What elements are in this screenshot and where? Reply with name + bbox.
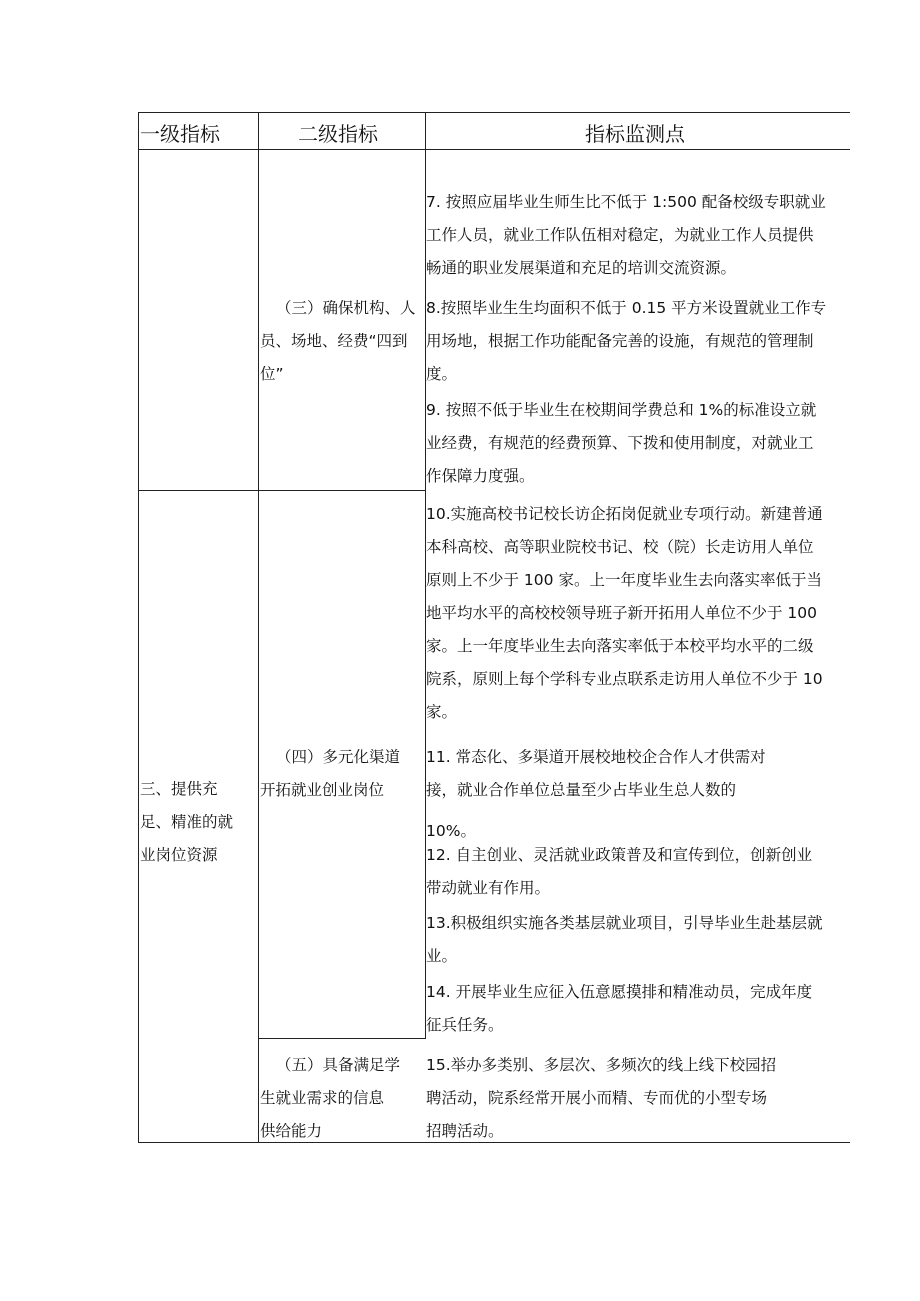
- level2-cell-diverse-channels: [260, 741, 424, 807]
- cell-line: 业经费，有规范的经费预算、下拨和使用制度，对就业工: [426, 434, 814, 452]
- cell-line: 家。: [426, 703, 458, 721]
- cell-line: 足、精准的就: [140, 813, 234, 831]
- monitoring-point-14: [426, 976, 812, 1042]
- column-divider-1: [258, 112, 259, 1143]
- row-divider-level1: [138, 490, 426, 491]
- monitoring-point-10: [426, 498, 823, 729]
- cell-line: 三、提供充: [140, 780, 218, 798]
- cell-line: 院系，原则上每个学科专业点联系走访用人单位不少于 10: [426, 670, 823, 688]
- cell-line: 9. 按照不低于毕业生在校期间学费总和 1%的标准设立就: [426, 401, 817, 419]
- monitoring-point-15: [426, 1049, 776, 1148]
- cell-line: 14. 开展毕业生应征入伍意愿摸排和精准动员，完成年度: [426, 983, 813, 1001]
- table-top-border: [138, 112, 850, 113]
- header-level1: 一级指标: [140, 122, 220, 146]
- cell-line: 10%。: [426, 822, 476, 840]
- cell-line: （三）确保机构、人: [276, 299, 416, 317]
- cell-line: （五）具备满足学: [276, 1056, 401, 1074]
- cell-line: 业岗位资源: [140, 846, 218, 864]
- cell-line: 度。: [426, 365, 458, 383]
- cell-line: 用场地，根据工作功能配备完善的设施，有规范的管理制: [426, 332, 814, 350]
- cell-line: 接，就业合作单位总量至少占毕业生总人数的: [426, 781, 737, 799]
- cell-line: 13.积极组织实施各类基层就业项目，引导毕业生赴基层就: [426, 914, 823, 932]
- level2-cell-information-supply: [260, 1049, 424, 1148]
- cell-line: 作保障力度强。: [426, 467, 535, 485]
- cell-line: 生就业需求的信息: [260, 1089, 385, 1107]
- cell-line: 7. 按照应届毕业生师生比不低于 1:500 配备校级专职就业: [426, 193, 826, 211]
- monitoring-point-12: [426, 839, 812, 905]
- cell-line: 征兵任务。: [426, 1016, 504, 1034]
- header-level2: 二级指标: [298, 122, 378, 146]
- cell-line: 招聘活动。: [426, 1122, 504, 1140]
- header-monitoring-points: 指标监测点: [585, 122, 685, 146]
- cell-line: 原则上不少于 100 家。上一年度毕业生去向落实率低于当: [426, 571, 822, 589]
- cell-line: 供给能力: [260, 1122, 323, 1140]
- cell-line: 家。上一年度毕业生去向落实率低于本校平均水平的二级: [426, 637, 814, 655]
- monitoring-point-7: [426, 186, 826, 285]
- cell-line: 开拓就业创业岗位: [260, 781, 385, 799]
- table-left-border: [138, 112, 139, 1143]
- cell-line: 聘活动，院系经常开展小而精、专而优的小型专场: [426, 1089, 768, 1107]
- monitoring-point-13: [426, 907, 823, 973]
- cell-line: 业。: [426, 947, 458, 965]
- cell-line: 工作人员，就业工作队伍相对稳定，为就业工作人员提供: [426, 226, 814, 244]
- cell-line: 本科高校、高等职业院校书记、校（院）长走访用人单位: [426, 538, 814, 556]
- cell-line: 地平均水平的高校校领导班子新开拓用人单位不少于 100: [426, 604, 818, 622]
- cell-line: 15.举办多类别、多层次、多频次的线上线下校园招: [426, 1056, 777, 1074]
- monitoring-point-9: [426, 394, 816, 493]
- monitoring-point-8: [426, 292, 826, 391]
- monitoring-point-11: [426, 741, 766, 848]
- cell-line: 带动就业有作用。: [426, 879, 551, 897]
- cell-line: 11. 常态化、多渠道开展校地校企合作人才供需对: [426, 748, 766, 766]
- cell-line: 12. 自主创业、灵活就业政策普及和宣传到位，创新创业: [426, 846, 813, 864]
- row-divider-level2: [258, 1038, 426, 1039]
- cell-line: 10.实施高校书记校长访企拓岗促就业专项行动。新建普通: [426, 505, 823, 523]
- cell-line: （四）多元化渠道: [276, 748, 401, 766]
- header-bottom-border: [138, 149, 850, 150]
- level2-cell-four-in-place: [260, 292, 424, 391]
- cell-line: 员、场地、经费“四到: [260, 332, 408, 350]
- cell-line: 畅通的职业发展渠道和充足的培训交流资源。: [426, 259, 737, 277]
- cell-line: 8.按照毕业生生均面积不低于 0.15 平方米设置就业工作专: [426, 299, 827, 317]
- cell-line: 位”: [260, 365, 284, 383]
- level1-cell-employment-resources: [140, 773, 257, 872]
